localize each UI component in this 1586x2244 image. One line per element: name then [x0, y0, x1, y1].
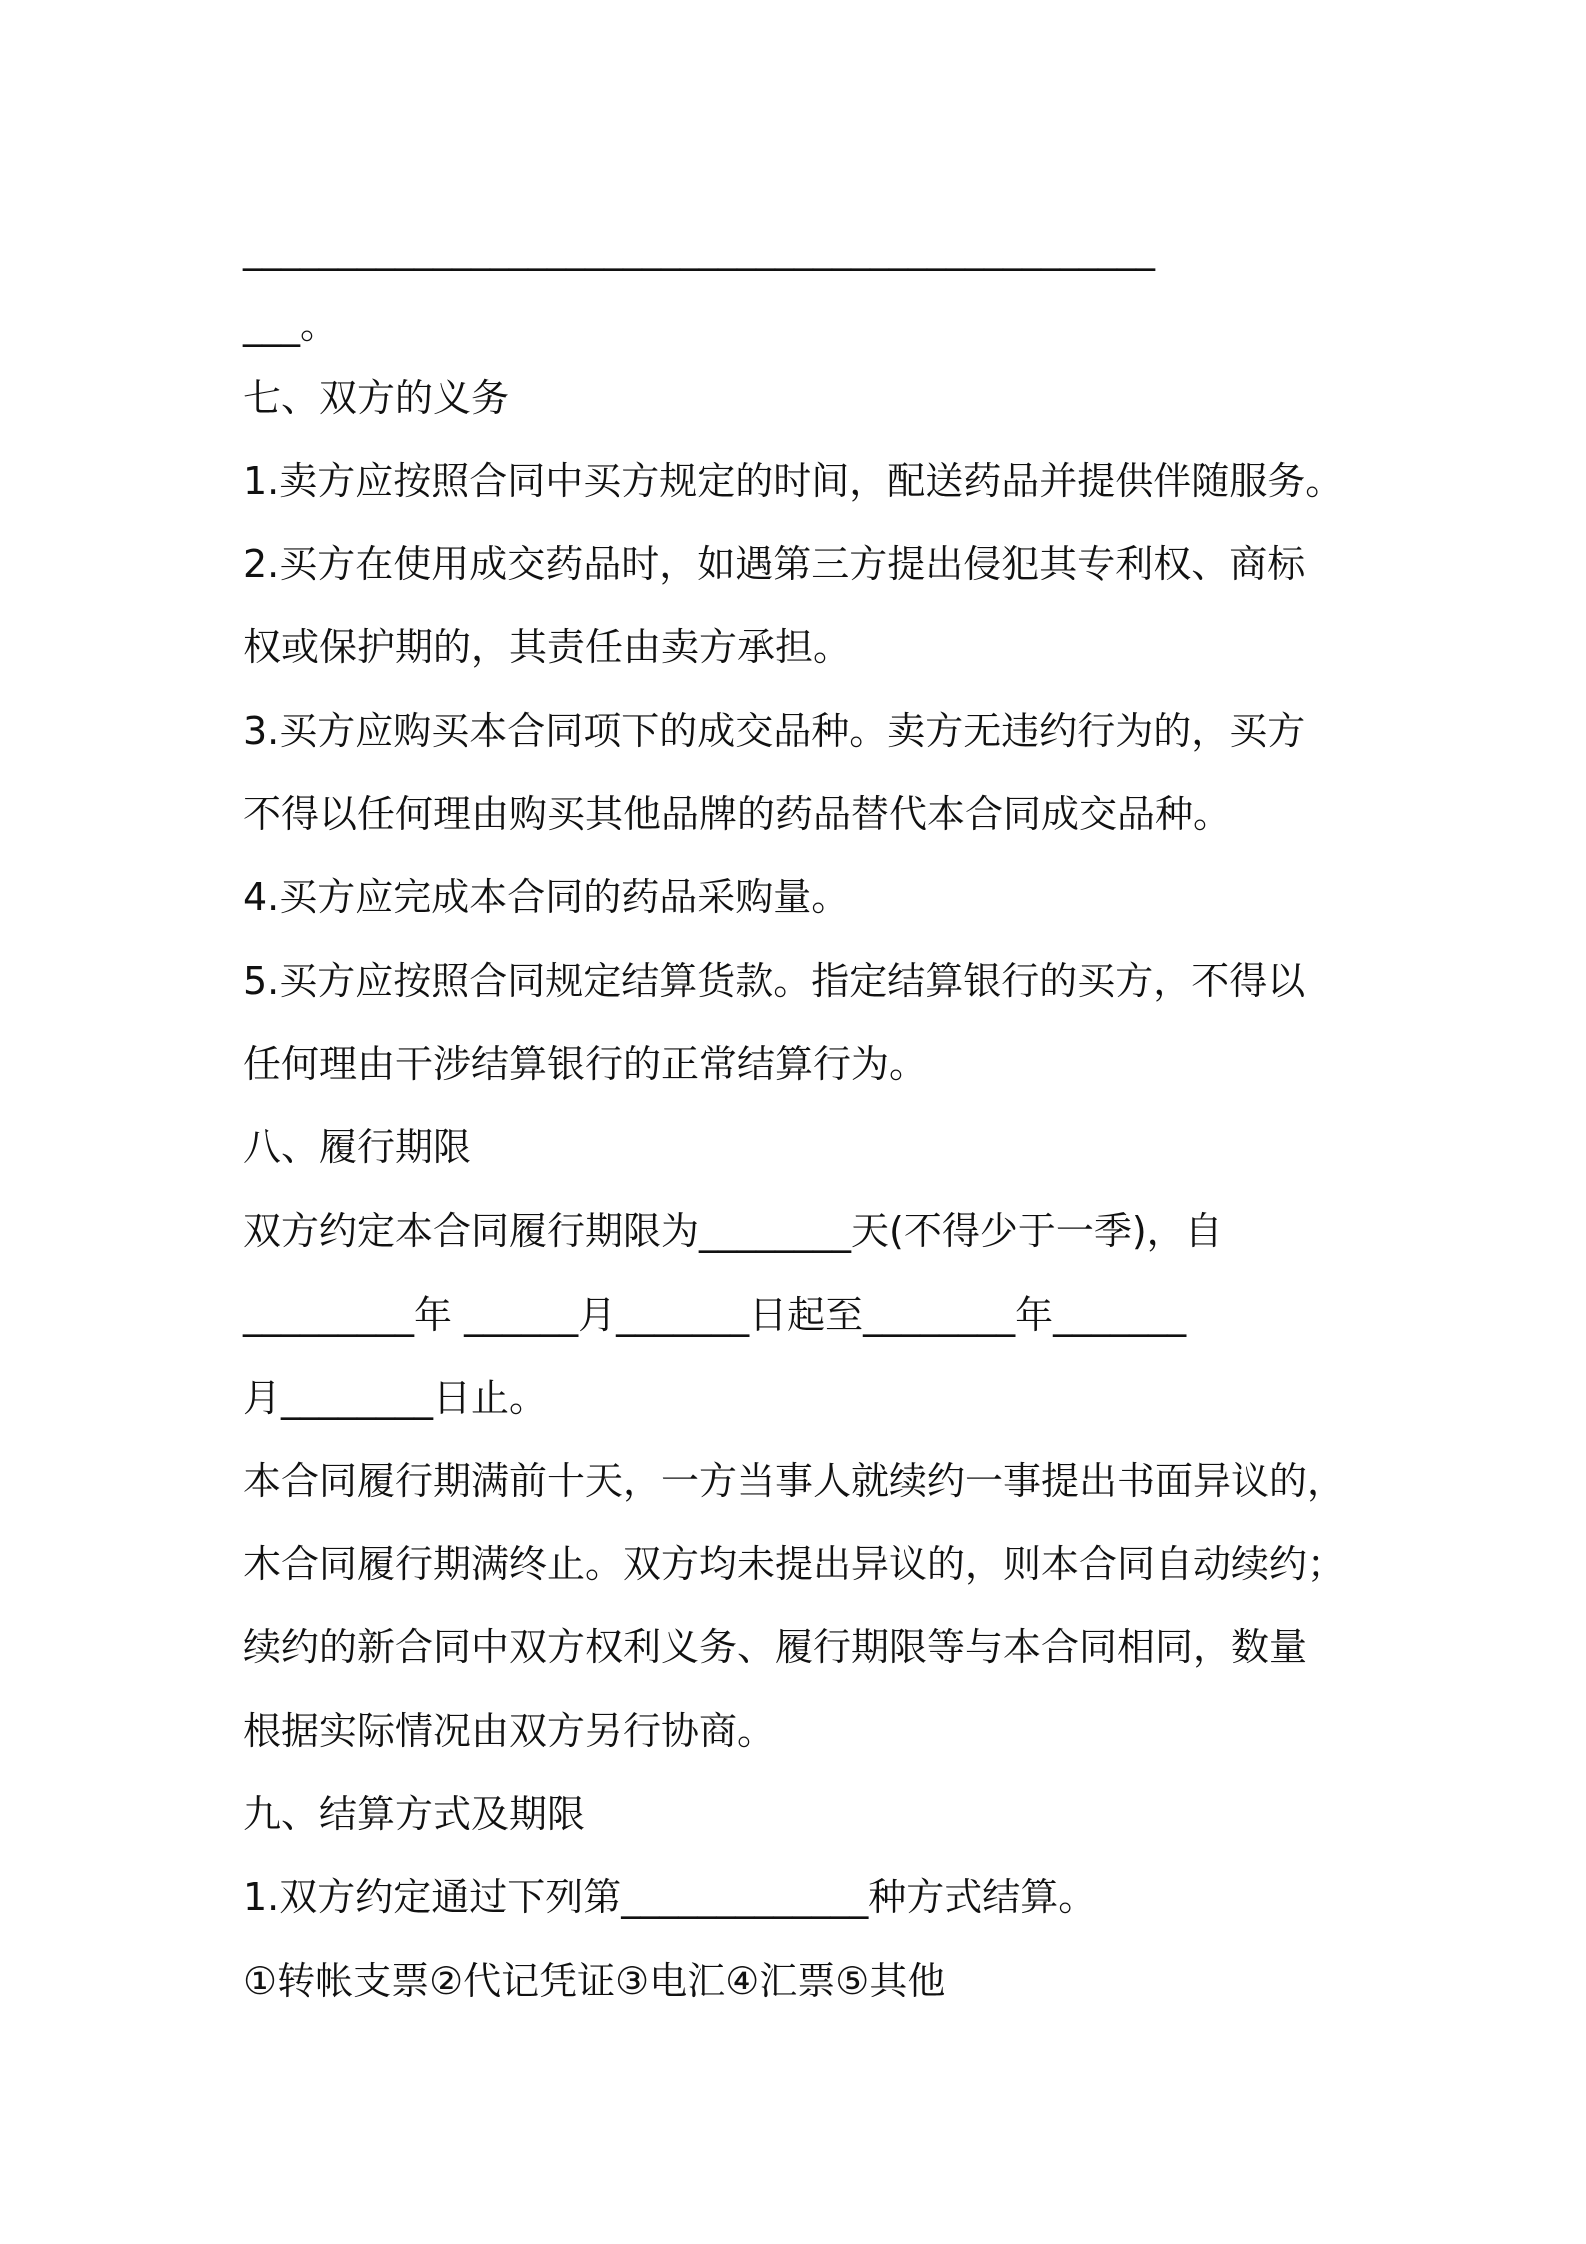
- section-heading: 九、结算方式及期限: [243, 1792, 586, 1836]
- section-heading: 八、履行期限: [243, 1125, 472, 1169]
- text-line: 不得以任何理由购买其他品牌的药品替代本合同成交品种。: [243, 792, 1232, 836]
- text-line: 5.买方应按照合同规定结算货款。指定结算银行的买方，不得以: [243, 959, 1306, 1003]
- text-line: 续约的新合同中双方权利义务、履行期限等与本合同相同，数量: [243, 1625, 1308, 1669]
- text-line: 月________日止。: [243, 1376, 548, 1420]
- text-line: 本合同履行期满前十天，一方当事人就续约一事提出书面异议的，: [243, 1459, 1346, 1503]
- text-line: 根据实际情况由双方另行协商。: [243, 1709, 776, 1753]
- text-line: 2.买方在使用成交药品时，如遇第三方提出侵犯其专利权、商标: [243, 542, 1306, 586]
- text-line: 木合同履行期满终止。双方均未提出异议的，则本合同自动续约；: [243, 1542, 1346, 1586]
- text-line: 3.买方应购买本合同项下的成交品种。卖方无违约行为的，买方: [243, 709, 1306, 753]
- text-line: 权或保护期的，其责任由卖方承担。: [243, 625, 852, 669]
- text-line: 1.卖方应按照合同中买方规定的时间，配送药品并提供伴随服务。: [243, 459, 1344, 503]
- text-line: ①转帐支票②代记凭证③电汇④汇票⑤其他: [243, 1959, 946, 2003]
- text-line: 任何理由干涉结算银行的正常结算行为。: [243, 1042, 928, 1086]
- text-line: ___。: [243, 303, 339, 347]
- text-line: 4.买方应完成本合同的药品采购量。: [243, 875, 850, 919]
- text-line: ________________________________________________: [243, 227, 1155, 271]
- section-heading: 七、双方的义务: [243, 376, 510, 420]
- text-line: 双方约定本合同履行期限为________天(不得少于一季)，自: [243, 1209, 1223, 1253]
- text-line: _________年 ______月_______日起至________年_______: [243, 1293, 1187, 1337]
- text-line: 1.双方约定通过下列第_____________种方式结算。: [243, 1875, 1097, 1919]
